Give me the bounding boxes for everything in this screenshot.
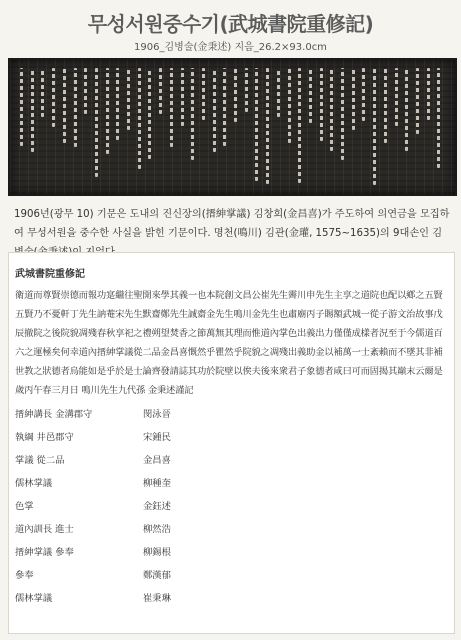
inscription-column [213, 68, 216, 152]
roster-name: 鄭漢郁 [143, 570, 171, 581]
page-subtitle: 1906_김병술(金秉述) 지음_26.2×93.0cm [134, 42, 327, 53]
roster-name: 金鈺述 [143, 501, 171, 512]
inscription-column [416, 68, 419, 134]
inscription-column [191, 68, 194, 160]
inscription-column [202, 68, 205, 120]
roster-name: 宋鍾民 [143, 432, 171, 443]
inscription-column [20, 68, 23, 146]
transcription-title: 武城書院重修記 [15, 269, 85, 280]
inscription-column [41, 68, 44, 117]
roster-row [15, 518, 315, 541]
inscription-column [181, 68, 184, 126]
inscription-column [384, 68, 387, 143]
inscription-column [170, 68, 173, 147]
roster-role: 搢紳講長 金溝郡守 [15, 409, 93, 420]
inscription-column [309, 68, 312, 123]
roster-name: 柳然浩 [143, 524, 171, 535]
roster-row [15, 472, 315, 495]
inscription-column [320, 68, 323, 141]
transcription-box [8, 252, 455, 634]
roster-role: 道內訓長 進士 [15, 524, 74, 535]
roster-row [15, 495, 315, 518]
inscription-column [298, 68, 301, 183]
roster-role: 儒林掌議 [15, 478, 53, 489]
inscription-column [223, 68, 226, 146]
roster-role: 色掌 [15, 501, 34, 512]
roster-role: 掌議 從二品 [15, 455, 65, 466]
plaque-texture [10, 60, 455, 194]
inscription-column [74, 68, 77, 147]
inscription-column [245, 68, 248, 112]
roster-name: 崔秉琳 [143, 593, 171, 604]
roster-list [15, 403, 315, 610]
inscription-column [255, 68, 258, 181]
inscription-column [234, 68, 237, 122]
inscription-column [52, 68, 55, 127]
roster-row [15, 541, 315, 564]
roster-name: 金昌喜 [143, 455, 171, 466]
roster-role: 儒林掌議 [15, 593, 53, 604]
roster-role: 執綱 井邑郡守 [15, 432, 74, 443]
roster-row [15, 449, 315, 472]
roster-name: 柳種奎 [143, 478, 171, 489]
inscription-column [395, 68, 398, 126]
inscription-column [84, 68, 87, 114]
roster-name: 閔泳晉 [143, 409, 171, 420]
roster-role: 參奉 [15, 570, 34, 581]
plaque-photo [8, 58, 457, 196]
roster-row [15, 426, 315, 449]
inscription-column [437, 68, 440, 168]
inscription-column [31, 68, 34, 152]
inscription-column [427, 68, 430, 120]
inscription-column [373, 68, 376, 185]
inscription-column [63, 68, 66, 143]
transcription-body: 衛道而尊賢崇德而報功寔繼往聖開來學其義一也本院創文昌公崔先生霽川申先生主享之道院也配以鄕之五賢五賢乃不憂軒丁先生訥菴宋先生默齋鄭先生誠齋金先生鳴川金先生也肅廟丙子賜額武城一從子游文治故事戊辰撤院之後院貌凋殘春秋享祀之禮朔望焚香之節萬無其理而惟道內掌色出義出力僅僅成樣者況至于今儒道百六之運極矣何幸道內搢紳掌議從二品金昌喜慨然乎瞿然乎院貌之凋殘出義助金以補萬一士紊賴而不墜其非補世教之狀德者烏能如是乎於是士論齊發請誌其功於院壁以俟夫後來衆君子象德者咸曰可而固揭其巔末云爾是歲丙午春三月日 鳴川先生九代孫 金秉述謹記 [15, 290, 443, 396]
page-title: 무성서원중수기(武城書院重修記) [87, 12, 374, 36]
inscription-column [288, 68, 291, 143]
inscription-column [405, 68, 408, 151]
inscription-column [159, 68, 162, 114]
inscription-column [95, 68, 98, 177]
inscription-column [106, 68, 109, 154]
inscription-column [266, 68, 269, 184]
roster-row [15, 587, 315, 610]
roster-row [15, 403, 315, 426]
inscription-column [330, 68, 333, 151]
inscription-column [148, 68, 151, 159]
roster-name: 柳錫根 [143, 547, 171, 558]
inscription-column [138, 68, 141, 169]
inscription-column [127, 68, 130, 130]
roster-row [15, 564, 315, 587]
roster-role: 搢紳掌議 參奉 [15, 547, 74, 558]
inscription-column [341, 68, 344, 160]
description-text: 1906년(광무 10) 기문은 도내의 진신장의(搢紳掌議) 김창희(金昌喜)가 주도하여 의연금을 모집하여 무성서원을 중수한 사실을 밝힌 기문이다. 명천(鳴川) 김관(金瓘, 1575~1635)의 9대손인 김 [14, 209, 450, 239]
inscription-column [277, 68, 280, 117]
inscription-column [352, 68, 355, 130]
inscription-column [362, 68, 365, 121]
inscription-column [116, 68, 119, 140]
